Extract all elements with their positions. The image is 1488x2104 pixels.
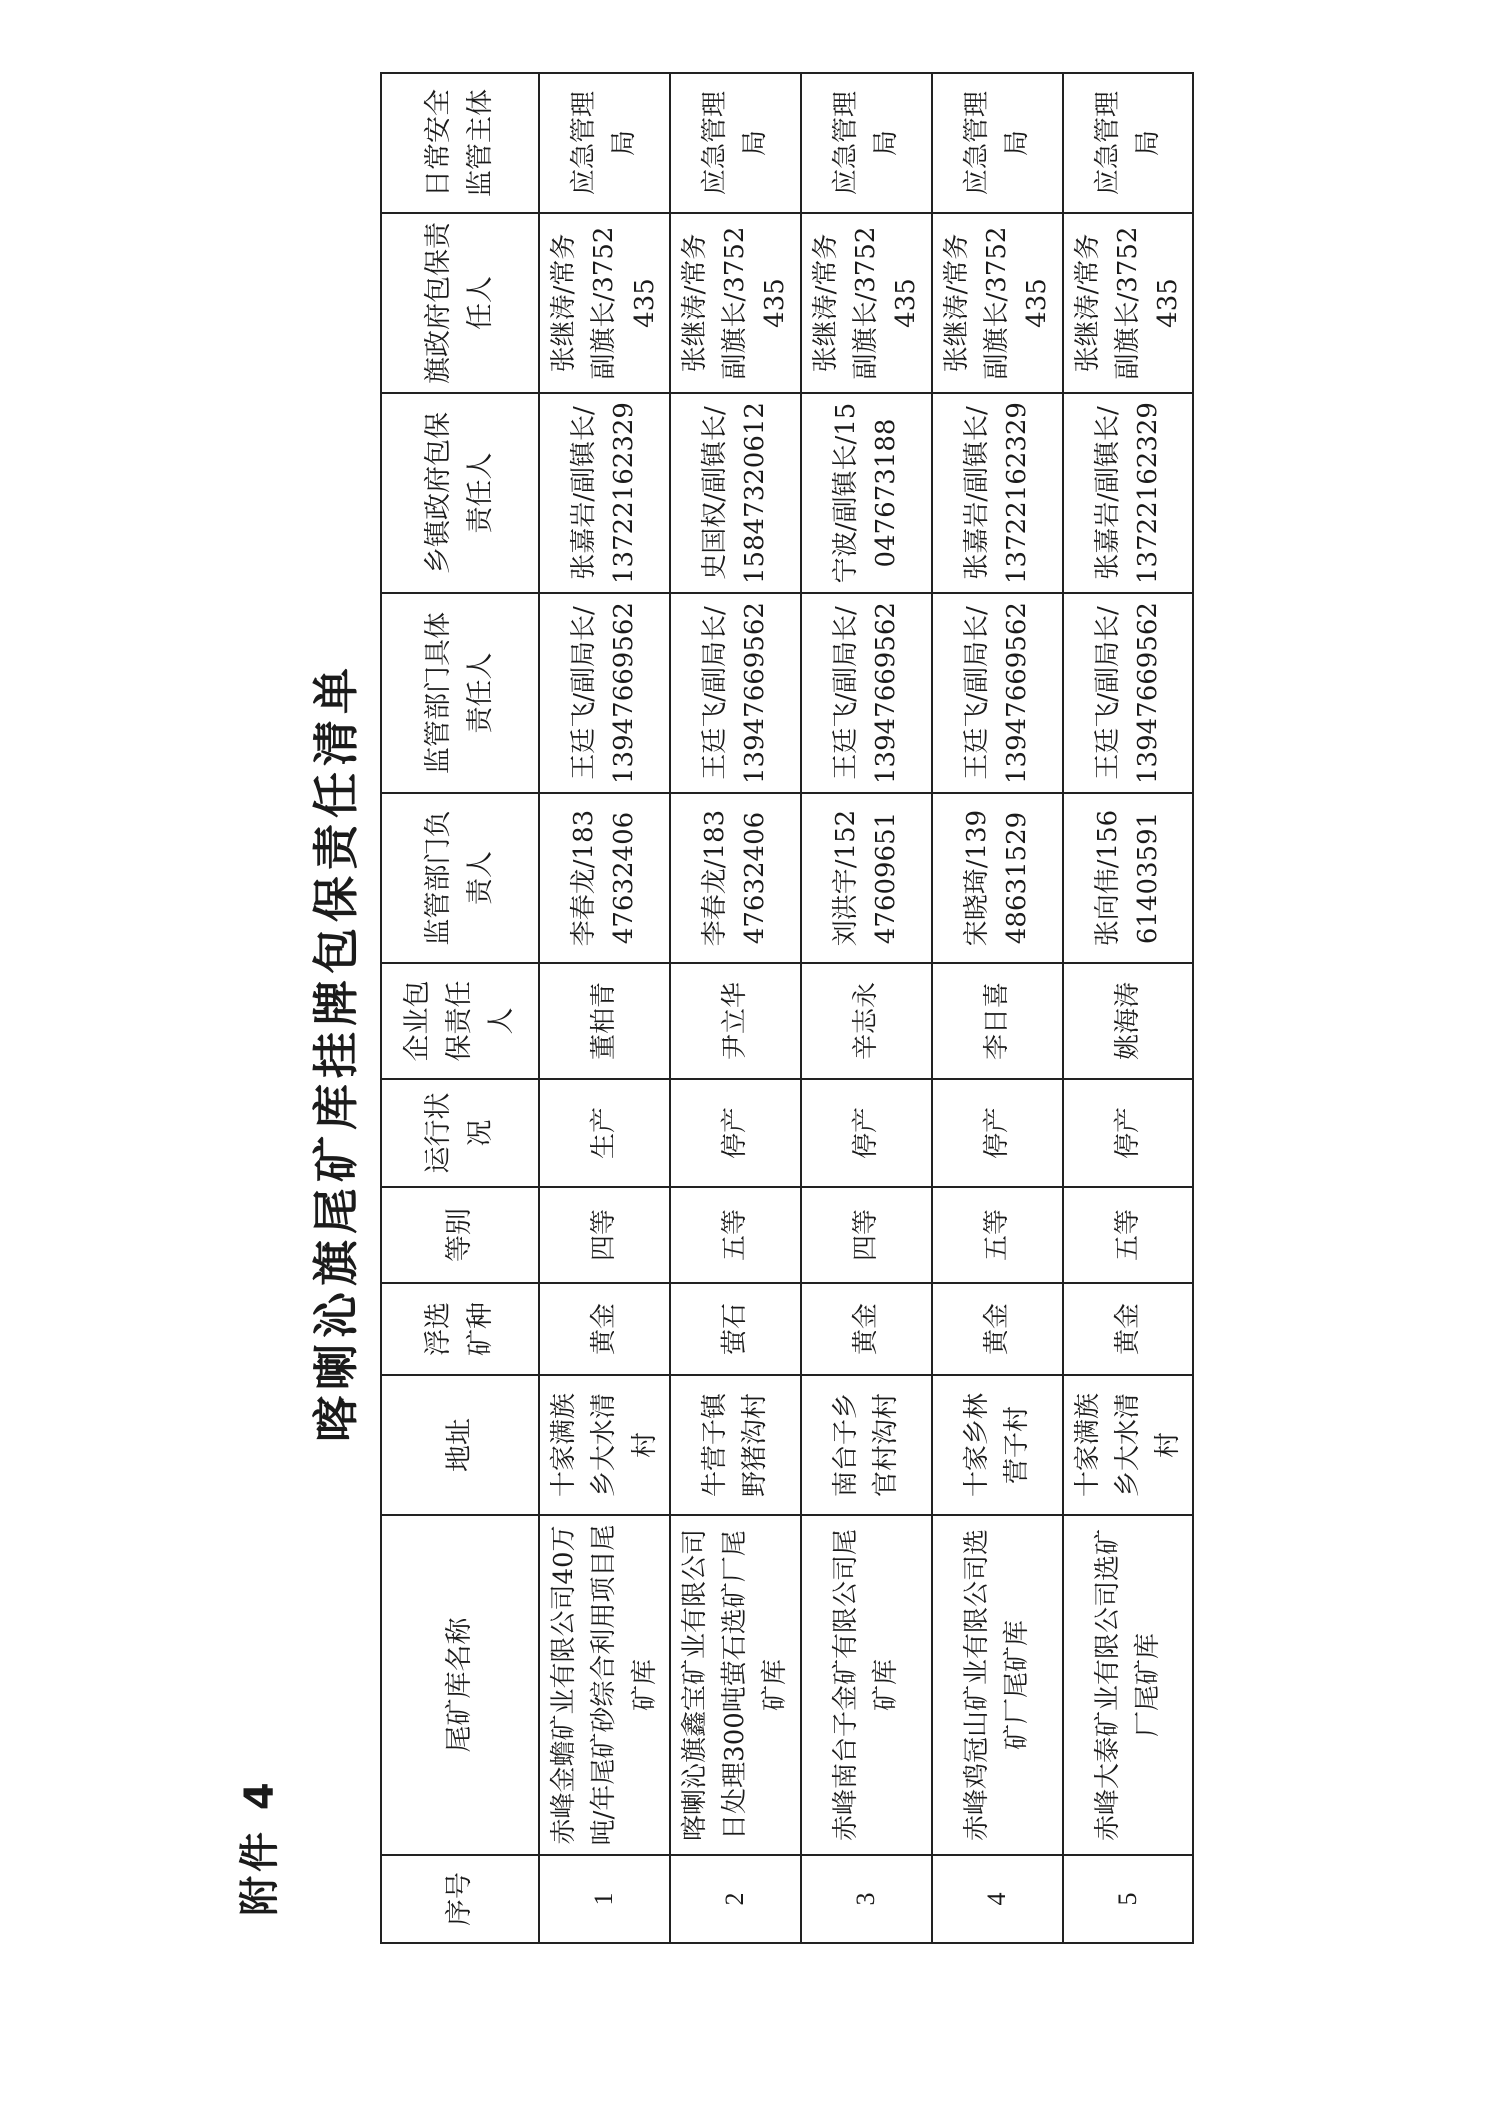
cell-daily: 应急管理局 [801,73,932,213]
cell-name: 喀喇沁旗鑫宝矿业有限公司日处理300吨萤石选矿厂尾矿库 [670,1515,801,1855]
table-row [670,73,801,1943]
cell-enterprise: 姚海涛 [1063,963,1194,1079]
cell-dept-specific: 王廷飞/副局长/13947669562 [670,593,801,793]
cell-status: 停产 [932,1079,1063,1187]
cell-name: 赤峰鸡冠山矿业有限公司选矿厂尾矿库 [932,1515,1063,1855]
table-row [932,73,1063,1943]
cell-status: 生产 [539,1079,670,1187]
cell-no: 1 [539,1855,670,1943]
cell-status: 停产 [1063,1079,1194,1187]
header-no: 序号 [381,1855,539,1943]
table-row [539,73,670,1943]
cell-dept-specific: 王廷飞/副局长/13947669562 [539,593,670,793]
header-grade: 等别 [381,1187,539,1283]
cell-address: 十家满族乡大水清村 [1063,1375,1194,1515]
cell-address: 南台子乡官村沟村 [801,1375,932,1515]
header-township: 乡镇政府包保责任人 [381,393,539,593]
cell-address: 十家满族乡大水清村 [539,1375,670,1515]
table-header-row [381,73,539,1943]
cell-no: 4 [932,1855,1063,1943]
cell-enterprise: 董柏青 [539,963,670,1079]
cell-mineral: 黄金 [1063,1283,1194,1375]
header-dept-specific: 监管部门具体责任人 [381,593,539,793]
cell-banner: 张继涛/常务副旗长/3752435 [1063,213,1194,393]
cell-no: 3 [801,1855,932,1943]
cell-township: 史国权/副镇长/15847320612 [670,393,801,593]
header-status: 运行状况 [381,1079,539,1187]
cell-mineral: 萤石 [670,1283,801,1375]
cell-daily: 应急管理局 [932,73,1063,213]
header-name: 尾矿库名称 [381,1515,539,1855]
cell-no: 5 [1063,1855,1194,1943]
table-row [801,73,932,1943]
cell-mineral: 黄金 [801,1283,932,1375]
cell-status: 停产 [801,1079,932,1187]
cell-dept-head: 宋晓琦/13948631529 [932,793,1063,963]
cell-mineral: 黄金 [539,1283,670,1375]
document-title: 喀喇沁旗尾矿库挂牌包保责任清单 [309,662,363,1442]
cell-daily: 应急管理局 [539,73,670,213]
cell-banner: 张继涛/常务副旗长/3752435 [539,213,670,393]
cell-dept-head: 刘洪宇/15247609651 [801,793,932,963]
cell-enterprise: 辛志永 [801,963,932,1079]
cell-township: 张嘉岩/副镇长/13722162329 [539,393,670,593]
cell-dept-head: 李春龙/18347632406 [539,793,670,963]
cell-enterprise: 李日喜 [932,963,1063,1079]
cell-grade: 五等 [932,1187,1063,1283]
cell-name: 赤峰大泰矿业有限公司选矿厂尾矿库 [1063,1515,1194,1855]
cell-township: 张嘉岩/副镇长/13722162329 [1063,393,1194,593]
cell-no: 2 [670,1855,801,1943]
header-banner: 旗政府包保责任人 [381,213,539,393]
cell-address: 十家乡林营子村 [932,1375,1063,1515]
header-dept-head: 监管部门负责人 [381,793,539,963]
cell-banner: 张继涛/常务副旗长/3752435 [932,213,1063,393]
cell-mineral: 黄金 [932,1283,1063,1375]
table-row [1063,73,1194,1943]
cell-dept-specific: 王廷飞/副局长/13947669562 [1063,593,1194,793]
cell-daily: 应急管理局 [1063,73,1194,213]
cell-banner: 张继涛/常务副旗长/3752435 [801,213,932,393]
cell-dept-specific: 王廷飞/副局长/13947669562 [932,593,1063,793]
attachment-label: 附件 4 [237,1778,283,1916]
cell-grade: 四等 [801,1187,932,1283]
cell-name: 赤峰南台子金矿有限公司尾矿库 [801,1515,932,1855]
cell-dept-head: 张向伟/15661403591 [1063,793,1194,963]
cell-dept-specific: 王廷飞/副局长/13947669562 [801,593,932,793]
cell-grade: 五等 [670,1187,801,1283]
cell-status: 停产 [670,1079,801,1187]
cell-grade: 四等 [539,1187,670,1283]
header-address: 地址 [381,1375,539,1515]
responsibility-table [380,72,1194,1944]
header-mineral: 浮选矿种 [381,1283,539,1375]
cell-enterprise: 尹立华 [670,963,801,1079]
header-daily: 日常安全监管主体 [381,73,539,213]
cell-dept-head: 李春龙/18347632406 [670,793,801,963]
header-enterprise: 企业包保责任人 [381,963,539,1079]
cell-township: 张嘉岩/副镇长/13722162329 [932,393,1063,593]
cell-banner: 张继涛/常务副旗长/3752435 [670,213,801,393]
cell-address: 牛营子镇野猪沟村 [670,1375,801,1515]
cell-daily: 应急管理局 [670,73,801,213]
cell-grade: 五等 [1063,1187,1194,1283]
cell-name: 赤峰金蟾矿业有限公司40万吨/年尾矿砂综合利用项目尾矿库 [539,1515,670,1855]
cell-township: 宁波/副镇长/15047673188 [801,393,932,593]
